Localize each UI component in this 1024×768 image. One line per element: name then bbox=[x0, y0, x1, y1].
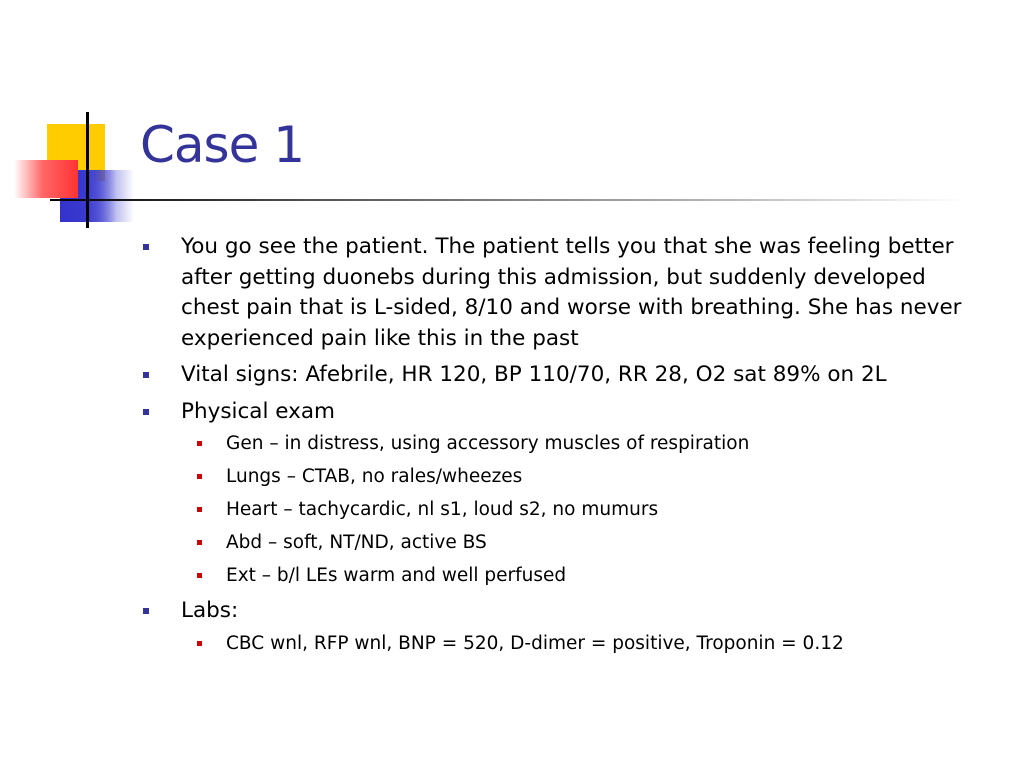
square-bullet-icon bbox=[143, 409, 149, 415]
square-bullet-icon bbox=[197, 573, 202, 578]
bullet-labs bbox=[140, 596, 980, 657]
labs-sublist bbox=[140, 631, 980, 657]
bullet-patient-history bbox=[140, 232, 980, 354]
square-bullet-icon bbox=[143, 244, 149, 250]
red-square-decoration bbox=[14, 160, 78, 198]
bullet-text: You go see the patient. The patient tells you that she was feeling better after getting duonebs during this admission, but suddenly developed chest pain that is L-sided, 8/10 and worse with breathing. She has never experienced pain like this in the past bbox=[181, 234, 962, 351]
sub-bullet-lungs bbox=[181, 464, 980, 490]
physical-exam-sublist bbox=[140, 431, 980, 589]
blue-fade-decoration bbox=[90, 170, 134, 222]
sub-bullet-text: Gen – in distress, using accessory muscles of respiration bbox=[226, 433, 750, 454]
square-bullet-icon bbox=[197, 540, 202, 545]
sub-bullet-ext bbox=[181, 563, 980, 589]
square-bullet-icon bbox=[143, 608, 149, 614]
slide-title: Case 1 bbox=[140, 116, 305, 174]
sub-bullet-text: Heart – tachycardic, nl s1, loud s2, no mumurs bbox=[226, 499, 659, 520]
sub-bullet-text: CBC wnl, RFP wnl, BNP = 520, D-dimer = positive, Troponin = 0.12 bbox=[226, 632, 844, 654]
bullet-text: Vital signs: Afebrile, HR 120, BP 110/70, RR 28, O2 sat 89% on 2L bbox=[181, 362, 887, 387]
bullet-vital-signs bbox=[140, 360, 980, 391]
square-bullet-icon bbox=[197, 641, 202, 646]
bullet-text: Labs: bbox=[181, 598, 239, 623]
sub-bullet-text: Abd – soft, NT/ND, active BS bbox=[226, 532, 487, 553]
sub-bullet-text: Lungs – CTAB, no rales/wheezes bbox=[226, 466, 523, 487]
square-bullet-icon bbox=[197, 507, 202, 512]
sub-bullet-abd bbox=[181, 530, 980, 556]
sub-bullet-text: Ext – b/l LEs warm and well perfused bbox=[226, 565, 567, 586]
bullet-text: Physical exam bbox=[181, 398, 335, 424]
sub-bullet-heart bbox=[181, 497, 980, 523]
square-bullet-icon bbox=[197, 441, 202, 446]
vertical-line-decoration bbox=[86, 112, 89, 228]
slide-body bbox=[140, 232, 980, 664]
sub-bullet-labs bbox=[181, 631, 980, 657]
sub-bullet-gen bbox=[181, 431, 980, 457]
decorative-logo bbox=[0, 0, 140, 230]
bullet-physical-exam bbox=[140, 397, 980, 590]
title-underline bbox=[50, 199, 965, 201]
square-bullet-icon bbox=[143, 372, 149, 378]
bullet-list bbox=[140, 232, 980, 657]
square-bullet-icon bbox=[197, 474, 202, 479]
